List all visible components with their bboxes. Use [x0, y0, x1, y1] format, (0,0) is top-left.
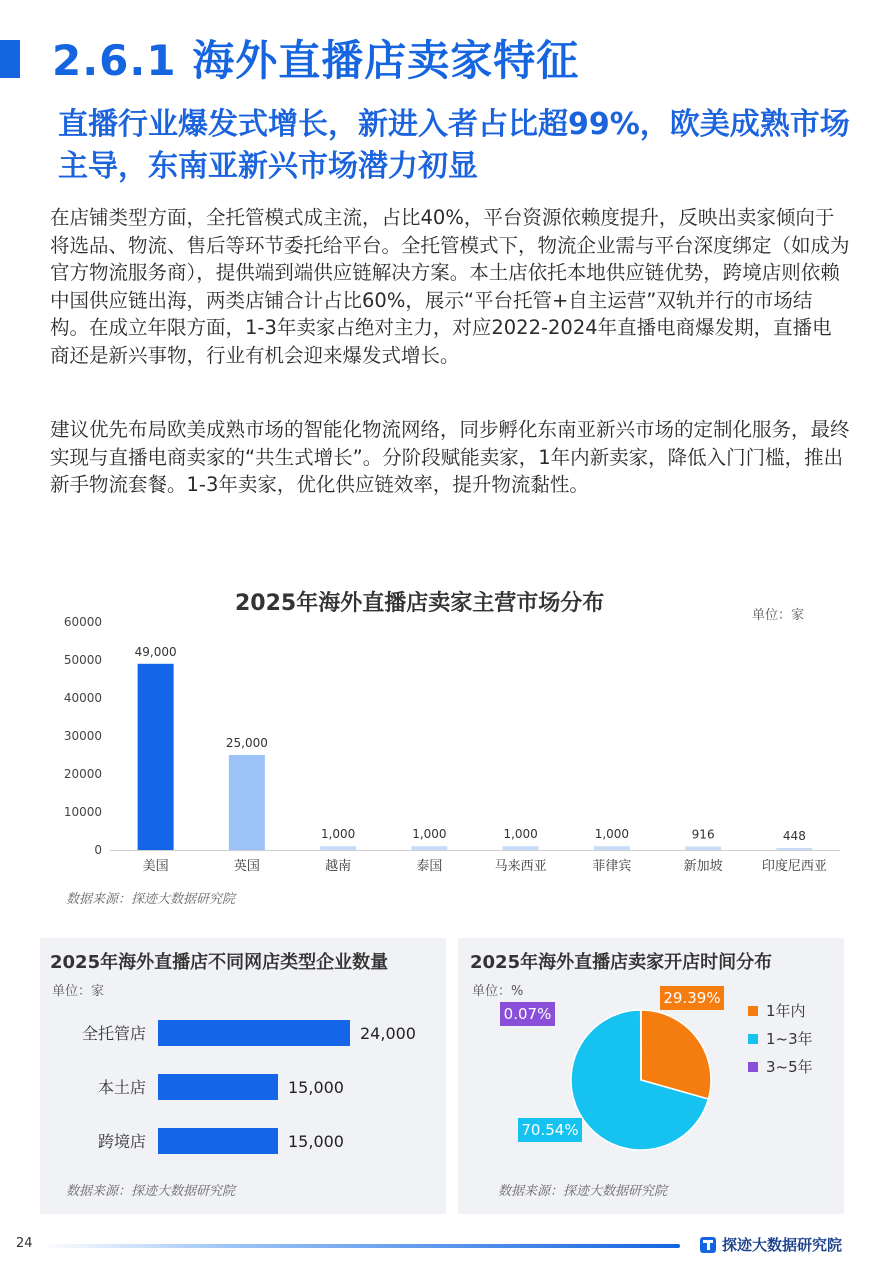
legend-label: 1~3年	[766, 1030, 813, 1048]
bar-value-label: 1,000	[594, 827, 630, 842]
category-label: 全托管店	[81, 1024, 146, 1043]
bar-4	[503, 846, 539, 850]
market-distribution-chart	[40, 580, 856, 910]
bar-2	[320, 846, 356, 850]
legend-label: 3~5年	[766, 1058, 813, 1076]
legend-swatch	[748, 1062, 758, 1072]
y-tick-label: 30000	[63, 729, 102, 743]
x-tick-label: 美国	[142, 859, 169, 874]
pie-value-label: 0.07%	[503, 1005, 552, 1023]
x-tick-label: 泰国	[416, 859, 443, 874]
hbar-0	[158, 1020, 350, 1046]
legend-label: 1年内	[766, 1002, 806, 1020]
hbar-2	[158, 1128, 278, 1154]
store-age-chart-title: 2025年海外直播店卖家开店时间分布	[470, 952, 773, 973]
store-type-chart-unit: 单位：家	[52, 984, 105, 999]
bar-value-label: 15,000	[288, 1078, 344, 1097]
page-number: 24	[16, 1236, 33, 1251]
y-tick-label: 10000	[63, 805, 102, 819]
market-chart-unit: 单位：家	[752, 608, 805, 623]
footer-divider	[40, 1244, 680, 1248]
category-label: 跨境店	[97, 1132, 146, 1151]
x-tick-label: 越南	[325, 859, 352, 874]
store-type-chart-plot	[40, 1008, 446, 1188]
bar-value-label: 1,000	[320, 827, 356, 842]
x-tick-label: 新加坡	[683, 859, 723, 874]
page-title: 2.6.1 海外直播店卖家特征	[52, 36, 580, 85]
title-accent-bar	[0, 40, 20, 78]
y-tick-label: 0	[94, 843, 102, 857]
pie-value-label: 70.54%	[521, 1121, 579, 1139]
brand-logo-icon	[700, 1237, 716, 1253]
store-age-chart-plot	[458, 978, 844, 1168]
body-paragraph-2: 建议优先布局欧美成熟市场的智能化物流网络，同步孵化东南亚新兴市场的定制化服务，最终实现与直播电商卖家的“共生式增长”。分阶段赋能卖家，1年内新卖家，降低入门门槛，推出新手物流套餐。1-3年卖家，优化供应链效率，提升物流黏性。	[50, 418, 850, 496]
x-tick-label: 英国	[233, 859, 260, 874]
x-tick-label: 菲律宾	[592, 859, 632, 874]
x-tick-label: 马来西亚	[494, 859, 547, 874]
category-label: 本土店	[97, 1078, 146, 1097]
bar-value-label: 15,000	[288, 1132, 344, 1151]
legend-swatch	[748, 1034, 758, 1044]
pie-value-label: 29.39%	[663, 989, 721, 1007]
hbar-1	[158, 1074, 278, 1100]
store-type-chart-source: 数据来源：探迹大数据研究院	[66, 1184, 236, 1199]
bar-value-label: 24,000	[360, 1024, 416, 1043]
store-age-chart-unit: 单位：%	[472, 984, 524, 999]
body-paragraph-1: 在店铺类型方面，全托管模式成主流，占比40%，平台资源依赖度提升，反映出卖家倾向于将选品、物流、售后等环节委托给平台。全托管模式下，物流企业需与平台深度绑定（如成为官方物流服务商），提供端到端供应链解决方案。本土店依托本地供应链优势，跨境店则依赖中国供应链出海，两类店铺合计占比60%，展示“平台托管+自主运营”双轨并行的市场结构。在成立年限方面，1-3年卖家占绝对主力，对应2022-2024年直播电商爆发期，直播电商还是新兴事物，行业有机会迎来爆发式增长。	[50, 206, 850, 367]
y-tick-label: 50000	[63, 653, 102, 667]
y-tick-label: 20000	[63, 767, 102, 781]
bar-6	[685, 847, 721, 850]
market-chart-plot	[40, 610, 856, 910]
brand-name: 探迹大数据研究院	[722, 1236, 843, 1254]
bar-value-label: 1,000	[412, 827, 447, 842]
bar-5	[594, 846, 630, 850]
y-tick-label: 60000	[63, 615, 102, 629]
x-tick-label: 印度尼西亚	[761, 859, 827, 874]
market-chart-title: 2025年海外直播店卖家主营市场分布	[235, 591, 605, 616]
store-type-panel	[40, 938, 446, 1214]
bar-value-label: 916	[691, 827, 715, 842]
footer-brand	[700, 1234, 842, 1255]
page-subtitle: 直播行业爆发式增长，新进入者占比超99%，欧美成熟市场主导，东南亚新兴市场潜力初显	[58, 107, 850, 184]
y-tick-label: 40000	[63, 691, 102, 705]
store-age-panel	[458, 938, 844, 1214]
store-age-chart-source: 数据来源：探迹大数据研究院	[498, 1184, 668, 1199]
legend-swatch	[748, 1006, 758, 1016]
bar-7	[776, 848, 812, 850]
store-type-chart-title: 2025年海外直播店不同网店类型企业数量	[50, 952, 389, 973]
bar-value-label: 1,000	[503, 827, 538, 842]
bar-3	[411, 846, 447, 850]
bar-value-label: 25,000	[225, 736, 268, 750]
bar-value-label: 448	[782, 829, 806, 843]
bar-1	[229, 755, 265, 850]
bar-value-label: 49,000	[134, 644, 177, 659]
bar-0	[138, 664, 174, 850]
market-chart-source: 数据来源：探迹大数据研究院	[66, 892, 236, 907]
